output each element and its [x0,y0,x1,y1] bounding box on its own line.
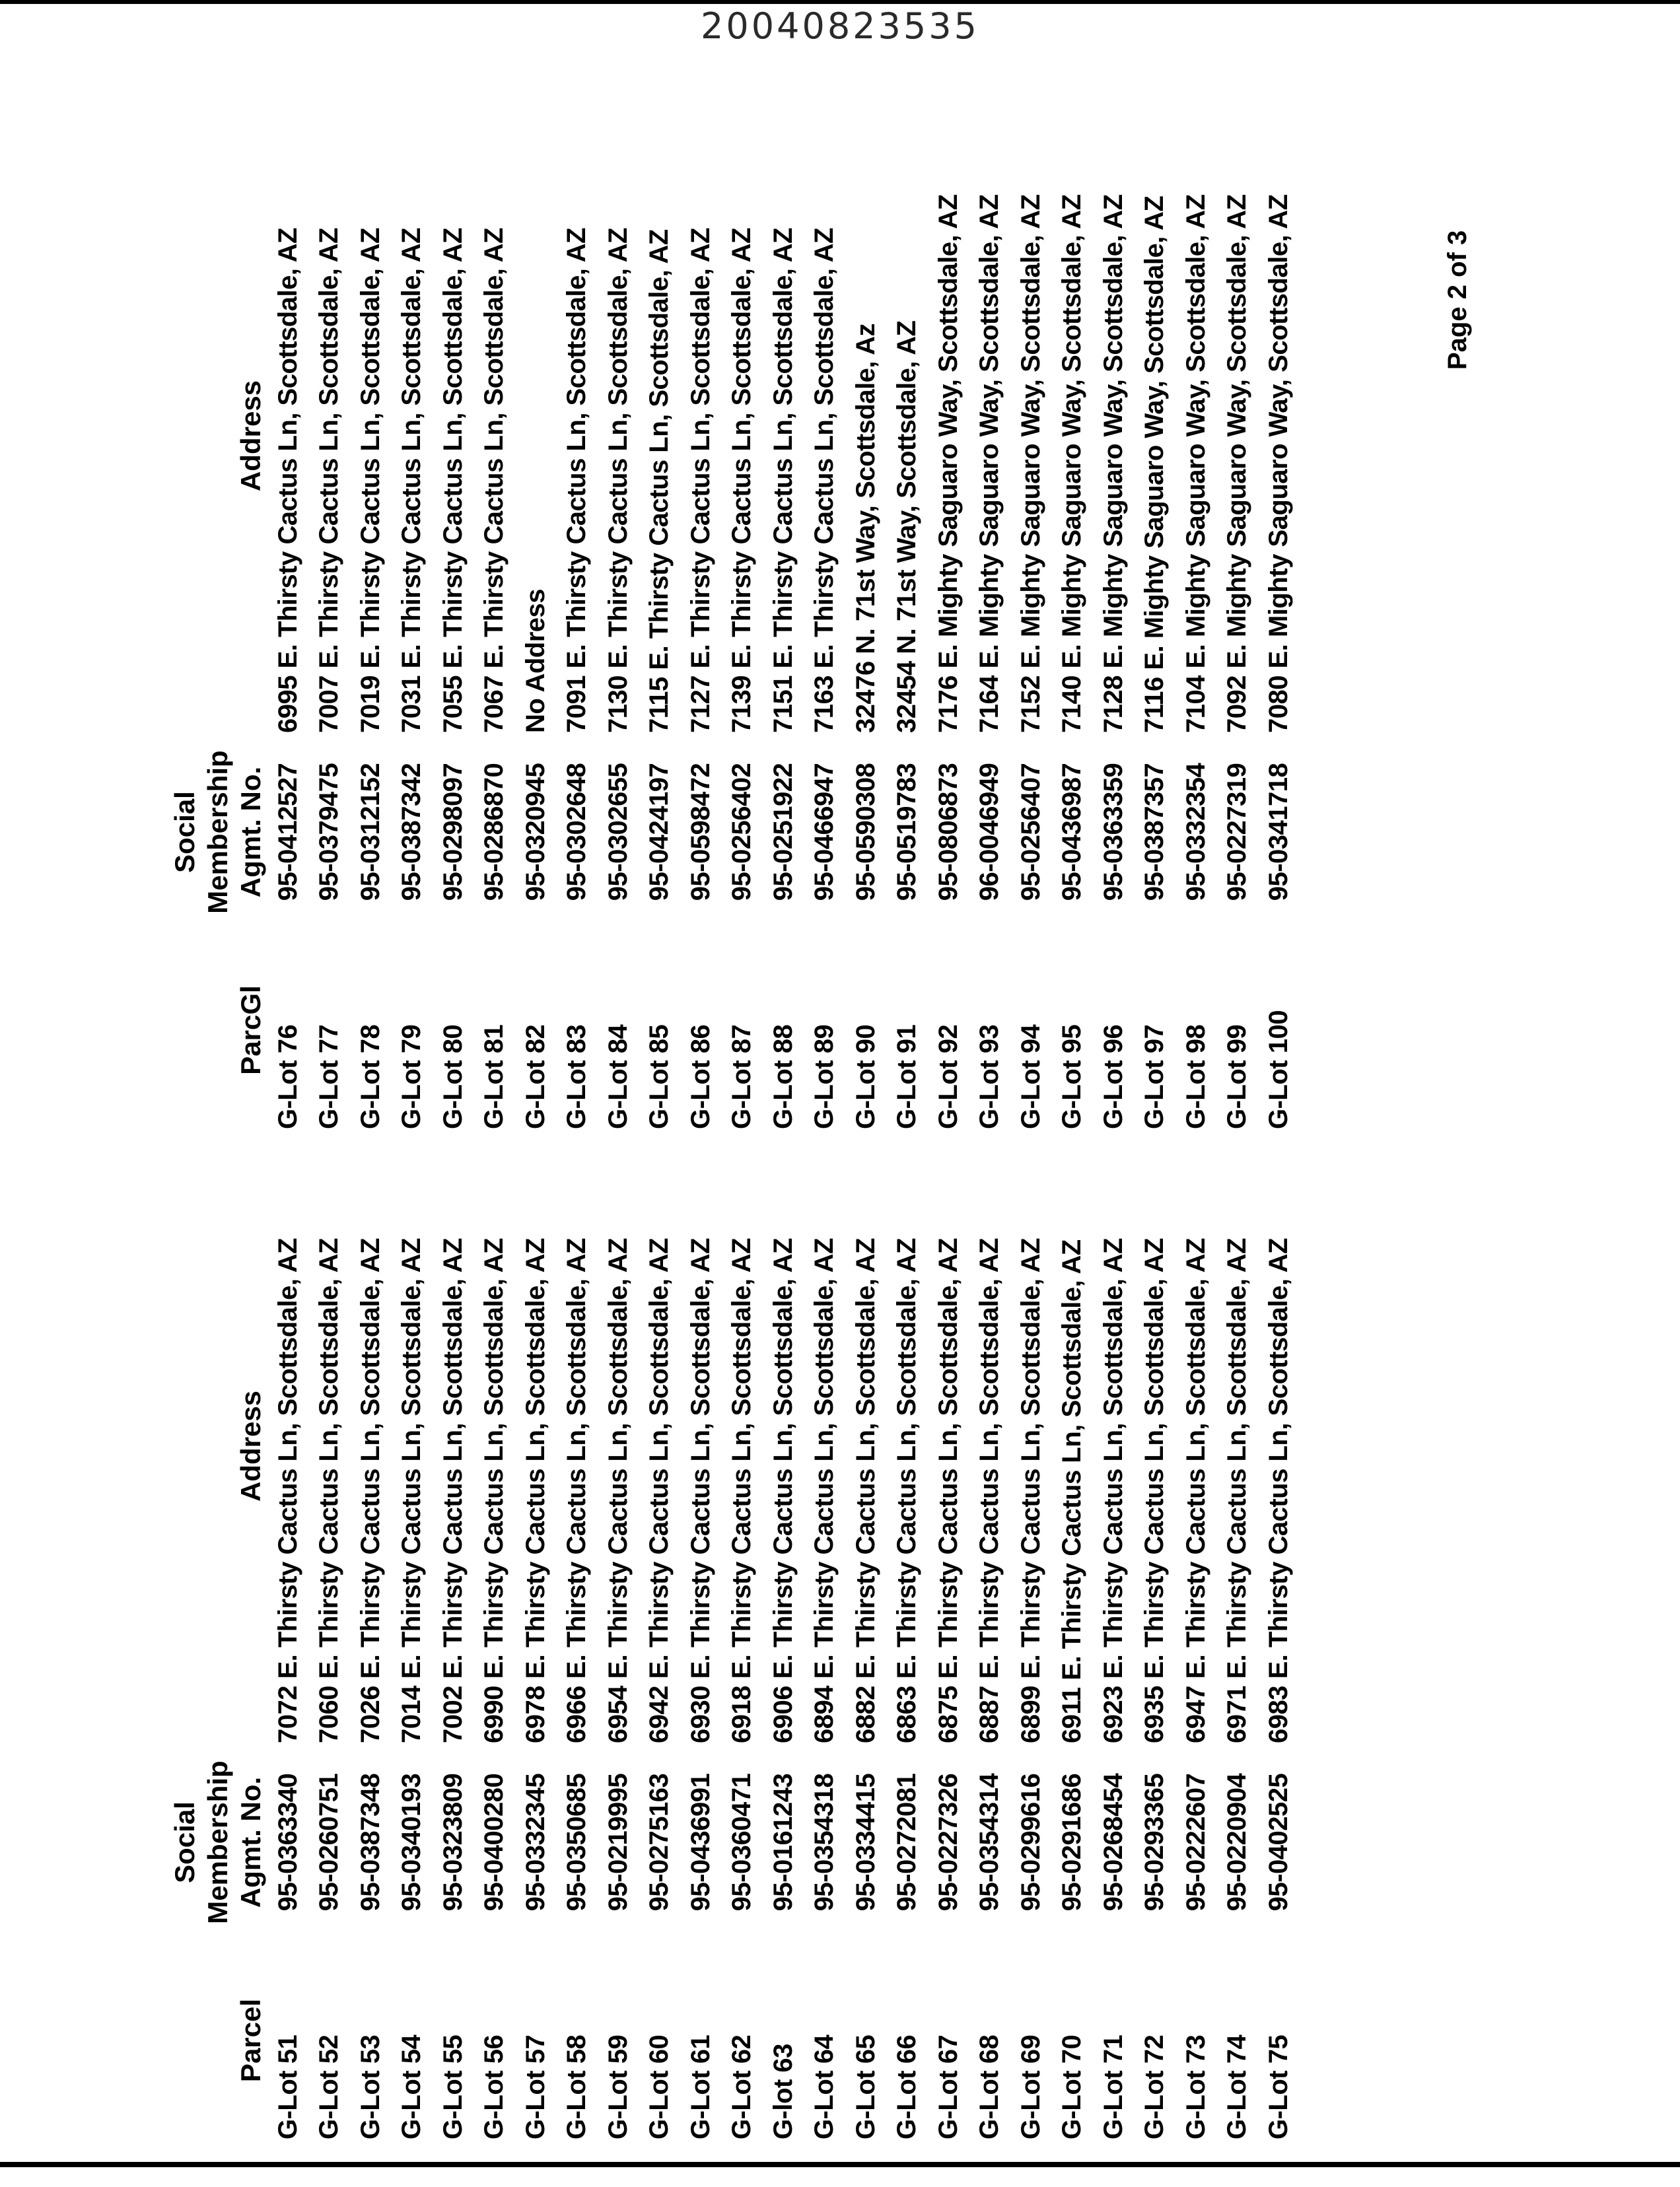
parcel-cell: G-Lot 94 [1016,1024,1045,1129]
agmt-cell: 95-0387357 [1140,763,1170,901]
address-cell: 6978 E. Thirsty Cactus Ln, Scottsdale, AZ [520,1238,550,1743]
parcel-cell: G-Lot 85 [645,1024,674,1129]
table-row [680,1149,722,2139]
address-cell: 6863 E. Thirsty Cactus Ln, Scottsdale, AZ [892,1238,922,1743]
parcel-cell: G-Lot 80 [438,1024,468,1129]
agmt-cell: 95-0302655 [603,763,633,901]
table-row [887,139,928,1129]
address-cell: 7091 E. Thirsty Cactus Ln, Scottsdale, AZ [562,228,592,733]
address-cell: 7127 E. Thirsty Cactus Ln, Scottsdale, AZ [685,228,715,733]
address-header: Address [235,380,266,492]
table-row [474,139,516,1129]
parcel-cell: G-Lot 71 [1098,2034,1128,2139]
parcel-cell: G-Lot 56 [479,2034,509,2139]
parcel-cell: G-Lot 69 [1016,2034,1045,2139]
parcel-cell: G-Lot 67 [933,2034,963,2139]
agmt-cell: 95-0219995 [603,1773,633,1912]
parcel-cell: G-Lot 86 [685,1024,715,1129]
address-cell: 6971 E. Thirsty Cactus Ln, Scottsdale, AZ [1222,1238,1252,1743]
agmt-cell: 95-0256402 [727,763,757,901]
parcel-cell: G-Lot 76 [273,1024,302,1129]
address-cell: 32454 N. 71st Way, Scottsdale, AZ [892,320,922,733]
table-row [433,139,474,1129]
address-header: Address [235,1390,266,1502]
table-row [1052,139,1094,1129]
agmt-cell: 95-0400280 [479,1773,509,1912]
parcel-cell: G-Lot 61 [685,2034,715,2139]
address-cell: 7176 E. Mighty Saguaro Way, Scottsdale, AZ [933,194,963,733]
table-row [1010,1149,1052,2139]
parcel-cell: G-Lot 64 [810,2034,839,2139]
table-row [598,1149,639,2139]
agmt-cell: 95-0293365 [1140,1773,1170,1912]
agmt-cell: 95-0298097 [438,763,468,901]
address-cell: 7151 E. Thirsty Cactus Ln, Scottsdale, AZ [768,228,798,733]
parcel-cell: G-Lot 91 [892,1024,922,1129]
agmt-header-line1: Social [169,1801,200,1883]
left-table-header [102,1149,267,2139]
address-cell: 7139 E. Thirsty Cactus Ln, Scottsdale, AZ [727,228,757,733]
agmt-cell: 95-0806873 [933,763,963,901]
agmt-cell: 95-0354314 [975,1773,1004,1912]
table-row [969,1149,1011,2139]
table-row [639,139,681,1129]
parcel-cell: G-Lot 68 [975,2034,1004,2139]
table-row [1010,139,1052,1129]
table-row [1217,139,1259,1129]
address-cell: 7130 E. Thirsty Cactus Ln, Scottsdale, AZ [603,228,633,733]
agmt-cell: 95-0222607 [1181,1773,1210,1912]
table-row [350,1149,392,2139]
agmt-cell: 95-0402525 [1263,1773,1293,1912]
address-cell: 7116 E. Mighty Saguaro Way, Scottsdale, AZ [1140,195,1170,733]
parcel-cell: G-Lot 51 [273,2034,302,2139]
parcel-cell: G-Lot 57 [520,2034,550,2139]
address-cell: 6899 E. Thirsty Cactus Ln, Scottsdale, AZ [1016,1238,1045,1743]
table-row [267,1149,309,2139]
parcel-cell: G-Lot 72 [1140,2034,1170,2139]
page-number-label: Page 2 of 3 [1443,230,1472,370]
bottom-border-line [0,2162,1680,2167]
agmt-header [168,1743,267,1941]
agmt-cell: 95-0302648 [562,763,592,901]
parcel-cell: G-Lot 53 [355,2034,385,2139]
address-cell: 7128 E. Mighty Saguaro Way, Scottsdale, AZ [1098,194,1128,733]
agmt-cell: 95-0590308 [851,763,880,901]
parcel-cell: G-Lot 92 [933,1024,963,1129]
table-row [763,1149,804,2139]
parcel-cell: G-Lot 74 [1222,2034,1252,2139]
left-table [102,1149,1300,2139]
top-border-line [0,0,1680,4]
agmt-cell: 95-0334415 [851,1773,880,1912]
parcel-cell: G-Lot 84 [603,1024,633,1129]
agmt-header [168,733,267,931]
address-cell: 7067 E. Thirsty Cactus Ln, Scottsdale, AZ [479,228,509,733]
address-cell: No Address [520,588,550,733]
parcel-cell: G-Lot 99 [1222,1024,1252,1129]
agmt-cell: 95-0323809 [438,1773,468,1912]
address-cell: 6990 E. Thirsty Cactus Ln, Scottsdale, AZ [479,1238,509,1743]
address-cell: 7140 E. Mighty Saguaro Way, Scottsdale, AZ [1057,194,1087,733]
address-cell: 6887 E. Thirsty Cactus Ln, Scottsdale, AZ [975,1238,1004,1743]
address-cell: 7014 E. Thirsty Cactus Ln, Scottsdale, AZ [397,1238,427,1743]
parcel-cell: G-Lot 55 [438,2034,468,2139]
parcel-cell: G-Lot 70 [1057,2034,1087,2139]
rotated-page-content [102,158,1555,2139]
address-cell: 7092 E. Mighty Saguaro Way, Scottsdale, AZ [1222,194,1252,733]
agmt-cell: 96-0046949 [975,763,1004,901]
table-row [309,139,351,1129]
right-table [102,139,1300,1129]
address-cell: 6983 E. Thirsty Cactus Ln, Scottsdale, AZ [1263,1238,1293,1743]
address-cell: 7007 E. Thirsty Cactus Ln, Scottsdale, AZ [314,228,344,733]
address-cell: 7055 E. Thirsty Cactus Ln, Scottsdale, AZ [438,228,468,733]
address-cell: 6935 E. Thirsty Cactus Ln, Scottsdale, AZ [1140,1238,1170,1743]
address-cell: 7163 E. Thirsty Cactus Ln, Scottsdale, AZ [810,228,839,733]
table-row [392,139,433,1129]
agmt-cell: 95-0436991 [685,1773,715,1912]
table-row [267,139,309,1129]
parcel-cell: G-Lot 81 [479,1024,509,1129]
table-row [350,139,392,1129]
address-cell: 7072 E. Thirsty Cactus Ln, Scottsdale, AZ [273,1238,302,1743]
document-number: 20040823535 [701,5,979,47]
right-table-body [267,139,1300,1129]
agmt-cell: 95-0227319 [1222,763,1252,901]
parcel-cell: G-Lot 87 [727,1024,757,1129]
table-row [722,139,763,1129]
agmt-cell: 95-0220904 [1222,1773,1252,1912]
address-cell: 6947 E. Thirsty Cactus Ln, Scottsdale, AZ [1181,1238,1210,1743]
table-row [1093,1149,1135,2139]
address-cell: 6906 E. Thirsty Cactus Ln, Scottsdale, AZ [768,1238,798,1743]
address-cell: 7104 E. Mighty Saguaro Way, Scottsdale, AZ [1181,194,1210,733]
table-row [474,1149,516,2139]
agmt-cell: 95-0275163 [645,1773,674,1912]
address-cell: 7080 E. Mighty Saguaro Way, Scottsdale, AZ [1263,194,1293,733]
agmt-cell: 95-0341718 [1263,763,1293,901]
table-row [680,139,722,1129]
table-row [722,1149,763,2139]
table-row [515,139,557,1129]
table-row [392,1149,433,2139]
parcel-header: ParcGl [235,985,266,1075]
parcel-cell: G-Lot 90 [851,1024,880,1129]
parcel-cell: G-Lot 82 [520,1024,550,1129]
address-cell: 6875 E. Thirsty Cactus Ln, Scottsdale, AZ [933,1238,963,1743]
agmt-cell: 95-0363340 [273,1773,302,1912]
parcel-cell: G-Lot 65 [851,2034,880,2139]
table-row [1135,139,1176,1129]
table-row [845,139,887,1129]
parcel-cell: G-Lot 62 [727,2034,757,2139]
table-row [557,139,598,1129]
table-row [1217,1149,1259,2139]
parcel-header: Parcel [235,1998,266,2083]
parcel-cell: G-Lot 77 [314,1024,344,1129]
parcel-cell: G-Lot 83 [562,1024,592,1129]
table-row [1052,1149,1094,2139]
parcel-cell: G-Lot 66 [892,2034,922,2139]
agmt-cell: 95-0332345 [520,1773,550,1912]
parcel-cell: G-lot 63 [768,2044,798,2139]
agmt-cell: 95-0268454 [1098,1773,1128,1912]
address-cell: 7019 E. Thirsty Cactus Ln, Scottsdale, AZ [355,228,385,733]
address-cell: 6954 E. Thirsty Cactus Ln, Scottsdale, AZ [603,1238,633,1743]
address-cell: 6882 E. Thirsty Cactus Ln, Scottsdale, AZ [851,1238,880,1743]
table-row [557,1149,598,2139]
address-cell: 6911 E. Thirsty Cactus Ln, Scottsdale, AZ [1057,1239,1087,1743]
address-cell: 6918 E. Thirsty Cactus Ln, Scottsdale, AZ [727,1238,757,1743]
agmt-cell: 95-0412527 [273,763,302,901]
agmt-header-line3: Agmt. No. [235,766,266,898]
agmt-cell: 95-0519783 [892,763,922,901]
agmt-header-line3: Agmt. No. [235,1776,266,1908]
agmt-cell: 95-0363359 [1098,763,1128,901]
table-row [1135,1149,1176,2139]
agmt-cell: 95-0360471 [727,1773,757,1912]
parcel-cell: G-Lot 96 [1098,1024,1128,1129]
parcel-cell: G-Lot 52 [314,2034,344,2139]
table-row [887,1149,928,2139]
address-cell: 7152 E. Mighty Saguaro Way, Scottsdale, AZ [1016,194,1045,733]
agmt-cell: 95-0387342 [397,763,427,901]
address-cell: 6966 E. Thirsty Cactus Ln, Scottsdale, AZ [562,1238,592,1743]
parcel-cell: G-Lot 98 [1181,1024,1210,1129]
address-cell: 7060 E. Thirsty Cactus Ln, Scottsdale, AZ [314,1238,344,1743]
agmt-cell: 95-0350685 [562,1773,592,1912]
agmt-cell: 95-0340193 [397,1773,427,1912]
agmt-cell: 95-0387348 [355,1773,385,1912]
table-row [639,1149,681,2139]
parcel-cell: G-Lot 79 [397,1024,427,1129]
agmt-cell: 95-0299616 [1016,1773,1045,1912]
table-row [763,139,804,1129]
table-row [1093,139,1135,1129]
agmt-cell: 95-0320945 [520,763,550,901]
parcel-cell: G-Lot 73 [1181,2034,1210,2139]
parcel-cell: G-Lot 100 [1263,1010,1293,1129]
parcel-cell: G-Lot 54 [397,2034,427,2139]
agmt-cell: 95-0379475 [314,763,344,901]
address-cell: 7115 E. Thirsty Cactus Ln, Scottsdale, AZ [645,229,674,733]
table-row [928,1149,969,2139]
parcel-cell: G-Lot 75 [1263,2034,1293,2139]
agmt-header-line2: Membership [202,750,233,914]
agmt-cell: 95-0286870 [479,763,509,901]
parcel-cell: G-Lot 88 [768,1024,798,1129]
agmt-cell: 95-0260751 [314,1773,344,1912]
address-cell: 32476 N. 71st Way, Scottsdale, Az [851,323,880,733]
address-cell: 7031 E. Thirsty Cactus Ln, Scottsdale, AZ [397,228,427,733]
agmt-cell: 95-0598472 [685,763,715,901]
table-row [969,139,1011,1129]
address-cell: 7026 E. Thirsty Cactus Ln, Scottsdale, AZ [355,1238,385,1743]
parcel-cell: G-Lot 78 [355,1024,385,1129]
agmt-cell: 95-0227326 [933,1773,963,1912]
left-table-body [267,1149,1300,2139]
parcel-cell: G-Lot 89 [810,1024,839,1129]
table-row [804,1149,846,2139]
parcel-cell: G-Lot 97 [1140,1024,1170,1129]
parcel-cell: G-Lot 60 [645,2034,674,2139]
right-table-header [102,139,267,1129]
table-row [1258,139,1300,1129]
agmt-cell: 95-0161243 [768,1773,798,1912]
address-cell: 6995 E. Thirsty Cactus Ln, Scottsdale, AZ [273,228,302,733]
agmt-cell: 95-0291686 [1057,1773,1087,1912]
agmt-cell: 95-0312152 [355,763,385,901]
agmt-header-line2: Membership [202,1760,233,1924]
address-cell: 6894 E. Thirsty Cactus Ln, Scottsdale, AZ [810,1238,839,1743]
table-row [515,1149,557,2139]
table-row [1258,1149,1300,2139]
address-cell: 6930 E. Thirsty Cactus Ln, Scottsdale, AZ [685,1238,715,1743]
parcel-cell: G-Lot 93 [975,1024,1004,1129]
table-row [1175,1149,1217,2139]
address-cell: 7002 E. Thirsty Cactus Ln, Scottsdale, AZ [438,1238,468,1743]
agmt-cell: 95-0256407 [1016,763,1045,901]
agmt-cell: 95-0332354 [1181,763,1210,901]
parcel-cell: G-Lot 95 [1057,1024,1087,1129]
table-row [1175,139,1217,1129]
table-row [433,1149,474,2139]
agmt-cell: 95-0354318 [810,1773,839,1912]
table-row [804,139,846,1129]
agmt-cell: 95-0424197 [645,763,674,901]
address-cell: 6923 E. Thirsty Cactus Ln, Scottsdale, AZ [1098,1238,1128,1743]
parcel-cell: G-Lot 59 [603,2034,633,2139]
agmt-cell: 95-0251922 [768,763,798,901]
table-row [928,139,969,1129]
table-row [845,1149,887,2139]
agmt-cell: 95-0436987 [1057,763,1087,901]
agmt-cell: 95-0466947 [810,763,839,901]
address-cell: 7164 E. Mighty Saguaro Way, Scottsdale, AZ [975,194,1004,733]
parcel-cell: G-Lot 58 [562,2034,592,2139]
address-cell: 6942 E. Thirsty Cactus Ln, Scottsdale, AZ [645,1238,674,1743]
agmt-header-line1: Social [169,791,200,873]
table-row [309,1149,351,2139]
table-row [598,139,639,1129]
agmt-cell: 95-0272081 [892,1773,922,1912]
